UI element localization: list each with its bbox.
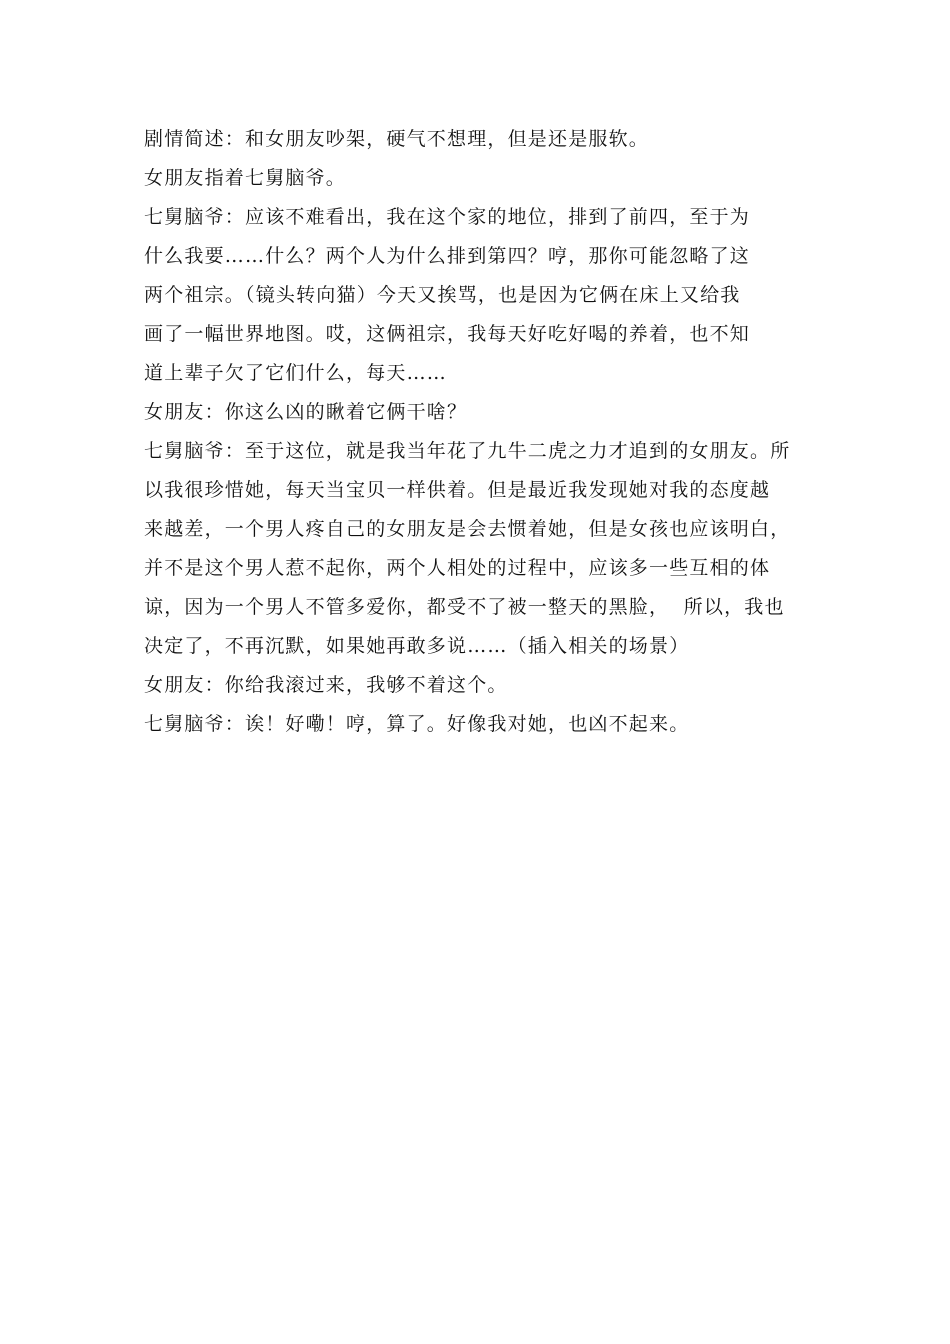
script-line: 七舅脑爷：至于这位，就是我当年花了九牛二虎之力才追到的女朋友。所 — [144, 440, 791, 462]
script-line: 七舅脑爷：诶！好嘞！哼，算了。好像我对她，也凶不起来。 — [144, 713, 690, 735]
script-line: 以我很珍惜她，每天当宝贝一样供着。但是最近我发现她对我的态度越 — [144, 479, 771, 501]
plot-summary-line: 剧情简述：和女朋友吵架，硬气不想理，但是还是服软。 — [144, 128, 650, 150]
script-line: 画了一幅世界地图。哎，这俩祖宗，我每天好吃好喝的养着，也不知 — [144, 323, 751, 345]
script-line: 女朋友：你给我滚过来，我够不着这个。 — [144, 674, 508, 696]
script-line: 并不是这个男人惹不起你，两个人相处的过程中，应该多一些互相的体 — [144, 557, 771, 579]
script-line: 女朋友指着七舅脑爷。 — [144, 167, 347, 189]
script-line: 道上辈子欠了它们什么，每天…… — [144, 362, 448, 384]
script-line: 决定了，不再沉默，如果她再敢多说……（插入相关的场景） — [144, 635, 690, 657]
script-line: 来越差，一个男人疼自己的女朋友是会去惯着她，但是女孩也应该明白， — [144, 518, 791, 540]
script-line: 什么我要……什么？两个人为什么排到第四？哼，那你可能忽略了这 — [144, 245, 751, 267]
script-line: 谅，因为一个男人不管多爱你，都受不了被一整天的黑脸， 所以，我也 — [144, 596, 785, 618]
script-line: 两个祖宗。（镜头转向猫）今天又挨骂，也是因为它俩在床上又给我 — [144, 284, 741, 306]
script-text — [144, 120, 814, 744]
script-line: 女朋友：你这么凶的瞅着它俩干啥？ — [144, 401, 468, 423]
script-line: 七舅脑爷：应该不难看出，我在这个家的地位，排到了前四，至于为 — [144, 206, 751, 228]
